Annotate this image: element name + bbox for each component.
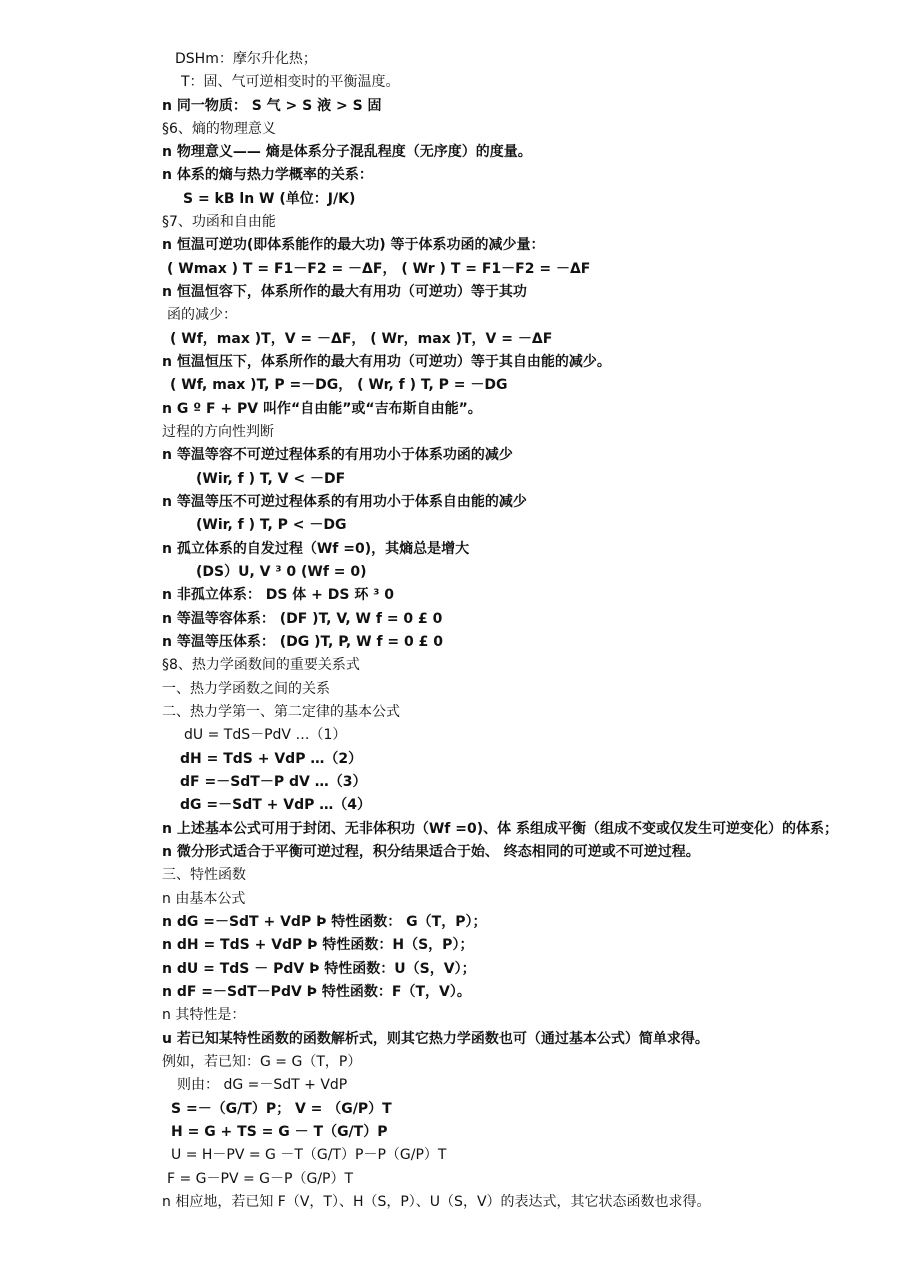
formula-line: (Wir, f ) T, V < －DF bbox=[196, 471, 346, 487]
text-line: u 若已知某特性函数的函数解析式，则其它热力学函数也可（通过基本公式）简单求得。 bbox=[162, 1031, 709, 1047]
text-line: n 上述基本公式可用于封闭、无非体积功（Wf =0)、体 系组成平衡（组成不变或仅发生可逆变化）的体系； bbox=[162, 821, 838, 837]
text-line: n G º F + PV 叫作“自由能”或“吉布斯自由能”。 bbox=[162, 401, 482, 417]
formula-line: S = kB ln W (单位：J/K) bbox=[183, 191, 356, 207]
text-line: n 微分形式适合于平衡可逆过程，积分结果适合于始、 终态相同的可逆或不可逆过程。 bbox=[162, 844, 700, 860]
text-line: n 相应地，若已知 F（V，T）、H（S，P）、U（S，V）的表达式，其它状态函数也求得。 bbox=[162, 1194, 711, 1210]
formula-line: dU = TdS－PdV …（1） bbox=[184, 727, 347, 743]
formula-line: dF =－SdT－P dV …（3） bbox=[180, 774, 367, 790]
formula-line: U = H－PV = G －T（G/T）P－P（G/P）T bbox=[171, 1147, 447, 1163]
text-line: n 由基本公式 bbox=[162, 891, 246, 907]
formula-line: ( Wf, max )T, P =－DG， ( Wr, f ) T, P = －DG bbox=[170, 377, 508, 393]
text-line: n 恒温恒容下，体系所作的最大有用功（可逆功）等于其功 bbox=[162, 284, 527, 300]
formula-line: H = G + TS = G － T（G/T）P bbox=[171, 1124, 388, 1140]
formula-line: (Wir, f ) T, P < －DG bbox=[196, 517, 347, 533]
text-line: n 等温等容不可逆过程体系的有用功小于体系功函的减少 bbox=[162, 447, 513, 463]
subheading: 一、热力学函数之间的关系 bbox=[162, 681, 330, 697]
text-line: n 等温等容体系： (DF )T, V, W f = 0 £ 0 bbox=[162, 611, 443, 627]
text-line: T：固、气可逆相变时的平衡温度。 bbox=[181, 74, 400, 90]
formula-line: 则由： dG =－SdT + VdP bbox=[177, 1077, 348, 1093]
text-line: n dU = TdS － PdV Þ 特性函数：U（S，V）； bbox=[162, 961, 476, 977]
formula-line: dG =－SdT + VdP …（4） bbox=[180, 797, 371, 813]
formula-line: dH = TdS + VdP …（2） bbox=[180, 751, 363, 767]
section-heading: §7、功函和自由能 bbox=[162, 214, 276, 230]
text-line: 例如，若已知：G = G（T，P） bbox=[162, 1054, 362, 1070]
text-line: n 同一物质： S 气 > S 液 > S 固 bbox=[162, 98, 382, 114]
formula-line: F = G－PV = G－P（G/P）T bbox=[167, 1171, 354, 1187]
text-line: n dG =－SdT + VdP Þ 特性函数： G（T，P）； bbox=[162, 914, 487, 930]
text-line: n 物理意义—— 熵是体系分子混乱程度（无序度）的度量。 bbox=[162, 144, 532, 160]
formula-line: (DS）U, V ³ 0 (Wf = 0) bbox=[196, 564, 367, 580]
text-line: 函的减少： bbox=[167, 307, 237, 323]
section-heading: §6、熵的物理意义 bbox=[162, 121, 276, 137]
formula-line: S =－（G/T）P； V = （G/P）T bbox=[171, 1101, 392, 1117]
formula-line: ( Wmax ) T = F1－F2 = －ΔF， ( Wr ) T = F1－F2 = －ΔF bbox=[167, 261, 591, 277]
text-line: n 非孤立体系： DS 体 + DS 环 ³ 0 bbox=[162, 587, 394, 603]
text-line: 过程的方向性判断 bbox=[162, 424, 274, 440]
text-line: n 等温等压不可逆过程体系的有用功小于体系自由能的减少 bbox=[162, 494, 527, 510]
text-line: n 其特性是： bbox=[162, 1007, 246, 1023]
text-line: n 孤立体系的自发过程（Wf =0)，其熵总是增大 bbox=[162, 541, 470, 557]
text-line: n 等温等压体系： (DG )T, P, W f = 0 £ 0 bbox=[162, 634, 443, 650]
text-line: n dH = TdS + VdP Þ 特性函数：H（S，P）； bbox=[162, 937, 474, 953]
text-line: n 恒温恒压下，体系所作的最大有用功（可逆功）等于其自由能的减少。 bbox=[162, 354, 611, 370]
subheading: 二、热力学第一、第二定律的基本公式 bbox=[162, 704, 400, 720]
formula-line: ( Wf，max )T，V = －ΔF， ( Wr，max )T，V = －ΔF bbox=[170, 331, 553, 347]
text-line: n 体系的熵与热力学概率的关系： bbox=[162, 167, 373, 183]
text-line: n 恒温可逆功(即体系能作的最大功) 等于体系功函的减少量： bbox=[162, 237, 545, 253]
text-line: DSHm：摩尔升化热； bbox=[175, 51, 317, 67]
subheading: 三、特性函数 bbox=[162, 867, 246, 883]
text-line: n dF =－SdT－PdV Þ 特性函数：F（T，V）。 bbox=[162, 984, 471, 1000]
section-heading: §8、热力学函数间的重要关系式 bbox=[162, 657, 360, 673]
